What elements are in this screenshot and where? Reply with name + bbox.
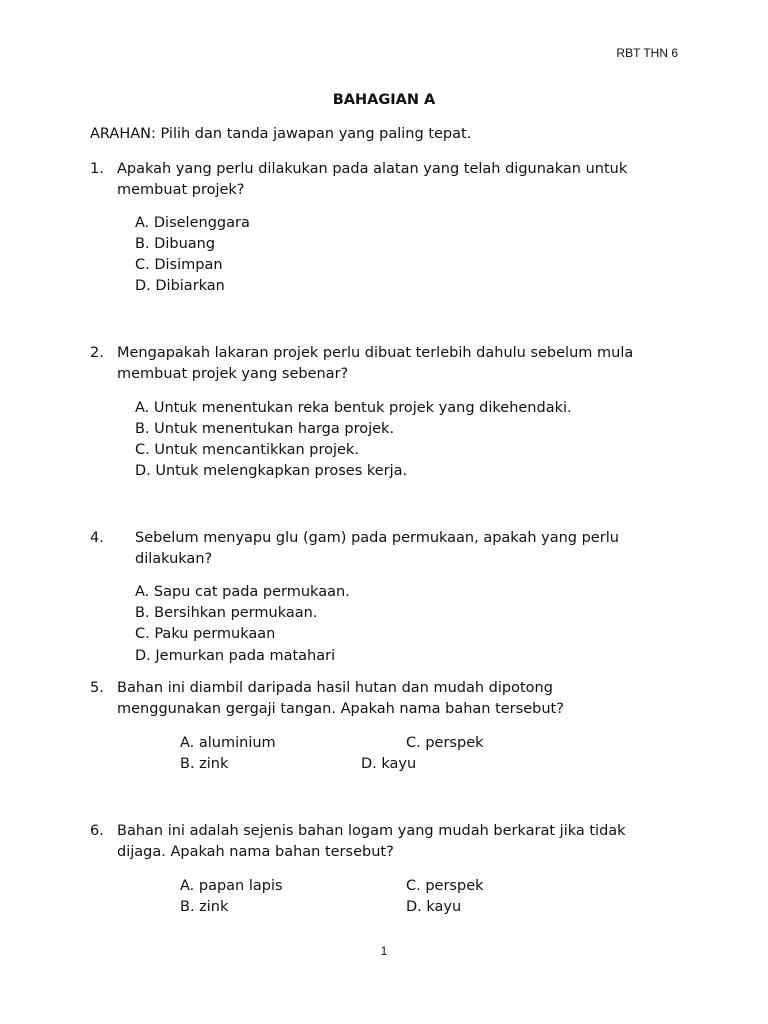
question-text: Sebelum menyapu glu (gam) pada permukaan, apakah yang perlu (135, 530, 619, 546)
question-text: membuat projek yang sebenar? (117, 366, 349, 382)
option: B. zink (180, 756, 229, 772)
question-text: dijaga. Apakah nama bahan tersebut? (117, 844, 394, 860)
page-number: 1 (380, 944, 388, 958)
option: B. Dibuang (135, 236, 216, 252)
option: C. perspek (406, 735, 484, 751)
question-number: 4. (90, 530, 104, 546)
option: A. Sapu cat pada permukaan. (135, 584, 350, 600)
section-title: BAHAGIAN A (332, 92, 436, 108)
option: D. kayu (406, 899, 462, 915)
option: D. Dibiarkan (135, 278, 225, 294)
instruction: ARAHAN: Pilih dan tanda jawapan yang paling tepat. (90, 126, 472, 142)
option: C. Disimpan (135, 257, 223, 273)
option: A. Diselenggara (135, 215, 250, 231)
option: A. papan lapis (180, 878, 283, 894)
question-text: Apakah yang perlu dilakukan pada alatan yang telah digunakan untuk (117, 161, 628, 177)
option: A. Untuk menentukan reka bentuk projek yang dikehendaki. (135, 400, 572, 416)
option: C. Untuk mencantikkan projek. (135, 442, 359, 458)
question-number: 2. (90, 345, 104, 361)
option: D. Jemurkan pada matahari (135, 648, 336, 664)
question-text: menggunakan gergaji tangan. Apakah nama bahan tersebut? (117, 701, 564, 717)
question-number: 5. (90, 680, 104, 696)
question-text: Mengapakah lakaran projek perlu dibuat terlebih dahulu sebelum mula (117, 345, 634, 361)
question-text: Bahan ini diambil daripada hasil hutan dan mudah dipotong (117, 680, 553, 696)
question-text: membuat projek? (117, 182, 245, 198)
question-number: 6. (90, 823, 104, 839)
question-text: dilakukan? (135, 551, 213, 567)
option: B. Bersihkan permukaan. (135, 605, 318, 621)
option: C. perspek (406, 878, 484, 894)
page-header: RBT THN 6 (616, 46, 678, 60)
option: D. Untuk melengkapkan proses kerja. (135, 463, 408, 479)
option: C. Paku permukaan (135, 626, 276, 642)
option: B. zink (180, 899, 229, 915)
option: B. Untuk menentukan harga projek. (135, 421, 395, 437)
option: D. kayu (361, 756, 417, 772)
question-number: 1. (90, 161, 104, 177)
question-text: Bahan ini adalah sejenis bahan logam yang mudah berkarat jika tidak (117, 823, 626, 839)
option: A. aluminium (180, 735, 276, 751)
